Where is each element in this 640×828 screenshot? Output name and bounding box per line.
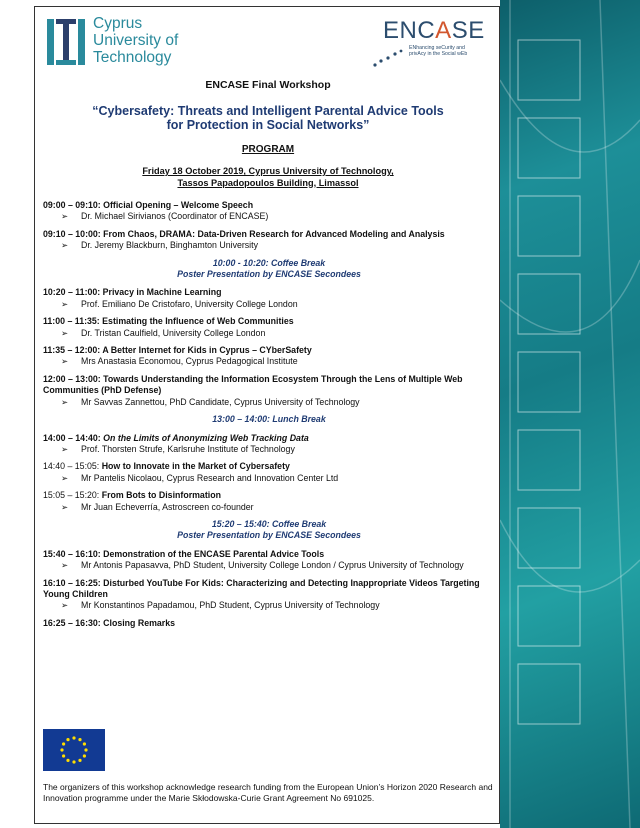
speaker-text: Mr Pantelis Nicolaou, Cyprus Research and Innovation Center Ltd <box>81 472 339 483</box>
session-speaker <box>43 600 495 611</box>
session-heading: 16:25 – 16:30: Closing Remarks <box>43 617 176 628</box>
arrow-bullet-icon: ➢ <box>61 443 69 454</box>
workshop-title: ENCASE Final Workshop <box>205 79 331 91</box>
break-line: Poster Presentation by ENCASE Secondees <box>177 269 361 280</box>
session-item <box>43 433 495 456</box>
network-graphic <box>500 0 640 828</box>
session-speaker <box>43 328 495 339</box>
speaker-text: Mr Antonis Papasavva, PhD Student, University College London / Cyprus University of Technology <box>81 560 464 571</box>
speaker-text: Prof. Thorsten Strufe, Karlsruhe Institute of Technology <box>81 443 295 454</box>
session-time: 14:40 – 15:05: <box>43 461 102 472</box>
session-speaker <box>43 397 495 408</box>
eu-stars-icon <box>43 729 105 771</box>
session-item <box>43 229 495 252</box>
session-heading: 09:00 – 09:10: Official Opening – Welcome Speech <box>43 200 254 210</box>
speaker-text: Dr. Tristan Caulfield, University College London <box>81 327 266 338</box>
session-heading: 10:20 – 11:00: Privacy in Machine Learning <box>43 287 222 298</box>
session-item <box>43 200 495 223</box>
lunch-break <box>43 414 495 425</box>
session-item <box>43 345 495 368</box>
session-speaker <box>43 473 495 484</box>
eu-flag-icon <box>43 729 105 771</box>
session-heading <box>43 433 495 444</box>
speaker-text: Mr Juan Echeverría, Astroscreen co-founder <box>81 501 254 512</box>
session-list <box>43 200 495 635</box>
main-title-line: for Protection in Social Networks” <box>166 118 370 132</box>
session-speaker <box>43 240 495 251</box>
speaker-text: Mr Konstantinos Papadamou, PhD Student, Cyprus University of Technology <box>81 600 380 611</box>
location-line: Tassos Papadopoulos Building, Limassol <box>177 177 359 188</box>
session-time: 14:00 – 14:40: <box>43 432 104 443</box>
coffee-break <box>43 519 495 542</box>
session-heading: 16:10 – 16:25: Disturbed YouTube For Kids: Characterizing and Detecting Inappropriate Videos Targeting Young Children <box>43 577 480 599</box>
break-line: 13:00 – 14:00: Lunch Break <box>212 414 326 425</box>
session-heading: 11:00 – 11:35: Estimating the Influence of Web Communities <box>43 316 294 327</box>
encase-logo-tagline <box>409 45 467 57</box>
session-heading <box>43 490 495 501</box>
cut-logo-line: Technology <box>93 49 172 66</box>
session-title: On the Limits of Anonymizing Web Tracking Data <box>103 432 309 443</box>
encase-logo-word-accent: A <box>435 17 452 44</box>
encase-logo-word-part: SE <box>451 17 485 44</box>
session-item <box>43 490 495 513</box>
arrow-bullet-icon: ➢ <box>61 356 69 367</box>
acknowledgement-text: The organizers of this workshop acknowledge research funding from the European Union’s Horizon 2020 Research and Innovation programme under the Marie Skłodowska-Curie Grant Agreement No 691025. <box>43 782 493 803</box>
session-title: From Bots to Disinformation <box>101 490 221 501</box>
date-line: Friday 18 October 2019, Cyprus University of Technology, <box>142 166 394 176</box>
session-title: How to Innovate in the Market of Cybersafety <box>101 461 290 472</box>
arrow-bullet-icon: ➢ <box>61 396 69 407</box>
program-page <box>34 6 500 824</box>
session-speaker <box>43 502 495 513</box>
arrow-bullet-icon: ➢ <box>61 298 69 309</box>
coffee-break <box>43 258 495 281</box>
arrow-bullet-icon: ➢ <box>61 472 69 483</box>
encase-tagline-line: ENhancing seCurity and <box>409 45 465 51</box>
cut-logo-line: Cyprus <box>93 15 143 32</box>
encase-logo-word-part: ENC <box>383 17 436 44</box>
arrow-bullet-icon: ➢ <box>61 501 69 512</box>
cut-logo-text <box>93 15 178 66</box>
session-heading: 09:10 – 10:00: From Chaos, DRAMA: Data-Driven Research for Advanced Modeling and Analysis <box>43 228 445 239</box>
break-line: 10:00 - 10:20: Coffee Break <box>212 257 326 268</box>
session-item <box>43 374 495 408</box>
break-line: 15:20 – 15:40: Coffee Break <box>211 518 327 529</box>
session-speaker <box>43 299 495 310</box>
speaker-text: Dr. Jeremy Blackburn, Binghamton University <box>81 240 258 251</box>
date-location <box>35 166 501 189</box>
speaker-text: Dr. Michael Sirivianos (Coordinator of ENCASE) <box>81 211 269 222</box>
decorative-background-band <box>500 0 640 828</box>
main-title-line: “Cybersafety: Threats and Intelligent Parental Advice Tools <box>92 104 444 118</box>
session-item <box>43 618 495 629</box>
speaker-text: Mr Savvas Zannettou, PhD Candidate, Cyprus University of Technology <box>81 396 360 407</box>
encase-logo-word <box>383 17 485 45</box>
arrow-bullet-icon: ➢ <box>61 560 69 571</box>
session-item <box>43 287 495 310</box>
cut-logo <box>47 15 217 73</box>
arrow-bullet-icon: ➢ <box>61 600 69 611</box>
session-time: 15:05 – 15:20: <box>43 490 102 501</box>
arrow-bullet-icon: ➢ <box>61 327 69 338</box>
session-item <box>43 461 495 484</box>
speaker-text: Prof. Emiliano De Cristofaro, University College London <box>81 298 298 309</box>
session-heading: 15:40 – 16:10: Demonstration of the ENCASE Parental Advice Tools <box>43 548 325 559</box>
encase-logo <box>383 15 493 67</box>
session-item <box>43 316 495 339</box>
encase-dots-icon <box>371 49 407 69</box>
program-label: PROGRAM <box>241 144 295 155</box>
speaker-text: Mrs Anastasia Economou, Cyprus Pedagogical Institute <box>81 356 298 367</box>
cut-logo-line: University of <box>93 32 179 49</box>
session-item <box>43 578 495 612</box>
break-line: Poster Presentation by ENCASE Secondees <box>177 530 361 541</box>
arrow-bullet-icon: ➢ <box>61 240 69 251</box>
session-speaker <box>43 560 495 571</box>
session-heading: 11:35 – 12:00: A Better Internet for Kids in Cyprus – CYberSafety <box>43 345 312 356</box>
session-speaker <box>43 211 495 222</box>
main-title <box>35 104 501 132</box>
session-heading <box>43 461 495 472</box>
session-heading: 12:00 – 13:00: Towards Understanding the Information Ecosystem Through the Lens of Multiple Web Communities (PhD Defense) <box>43 373 463 396</box>
arrow-bullet-icon: ➢ <box>61 211 69 222</box>
session-speaker <box>43 444 495 455</box>
cut-logo-mark-icon <box>47 17 85 67</box>
encase-tagline-line: privAcy in the Social wEb <box>409 51 468 57</box>
session-speaker <box>43 356 495 367</box>
session-item <box>43 549 495 572</box>
